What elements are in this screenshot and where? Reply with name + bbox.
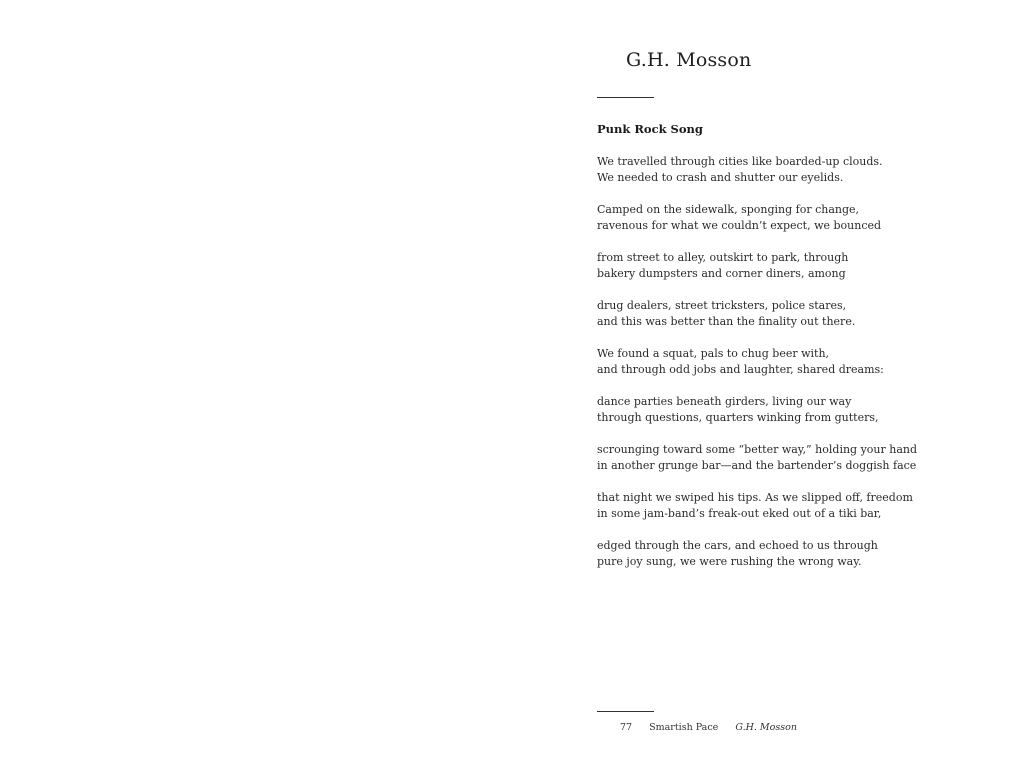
- poem-line: scrounging toward some “better way,” holding your hand: [597, 443, 918, 456]
- poem-line: Camped on the sidewalk, sponging for change,: [597, 203, 860, 216]
- stanza: [597, 346, 917, 378]
- footer-author: G.H. Mosson: [735, 722, 797, 733]
- poem-line: ravenous for what we couldn’t expect, we bounced: [597, 219, 882, 232]
- poem-line: We needed to crash and shutter our eyelids.: [597, 171, 844, 184]
- stanza: [597, 442, 917, 474]
- poem-line: dance parties beneath girders, living our way: [597, 395, 852, 408]
- poem-line: in some jam-band’s freak-out eked out of a tiki bar,: [597, 507, 882, 520]
- stanza: [597, 298, 917, 330]
- page-footer: [620, 722, 797, 733]
- top-divider: [597, 97, 654, 98]
- poem-line: bakery dumpsters and corner diners, among: [597, 267, 846, 280]
- stanza: [597, 154, 917, 186]
- author-heading: G.H. Mosson: [626, 49, 752, 71]
- poem-line: We travelled through cities like boarded-up clouds.: [597, 155, 883, 168]
- stanza: [597, 394, 917, 426]
- stanza: [597, 538, 917, 570]
- poem-line: from street to alley, outskirt to park, through: [597, 251, 849, 264]
- poem-line: and this was better than the finality out there.: [597, 315, 856, 328]
- poem-line: in another grunge bar—and the bartender’s doggish face: [597, 459, 917, 472]
- poem-line: We found a squat, pals to chug beer with,: [597, 347, 830, 360]
- poem-line: pure joy sung, we were rushing the wrong way.: [597, 555, 862, 568]
- journal-name: Smartish Pace: [649, 722, 719, 733]
- bottom-divider: [597, 711, 654, 712]
- stanza: [597, 490, 917, 522]
- poem-line: drug dealers, street tricksters, police stares,: [597, 299, 847, 312]
- stanza: [597, 250, 917, 282]
- stanza: [597, 202, 917, 234]
- poem-line: and through odd jobs and laughter, shared dreams:: [597, 363, 884, 376]
- poem-line: edged through the cars, and echoed to us through: [597, 539, 878, 552]
- poem-line: through questions, quarters winking from gutters,: [597, 411, 879, 424]
- page-number: 77: [620, 722, 633, 733]
- poem-title: Punk Rock Song: [597, 122, 703, 136]
- poem-body: [597, 154, 917, 586]
- poem-line: that night we swiped his tips. As we slipped off, freedom: [597, 491, 913, 504]
